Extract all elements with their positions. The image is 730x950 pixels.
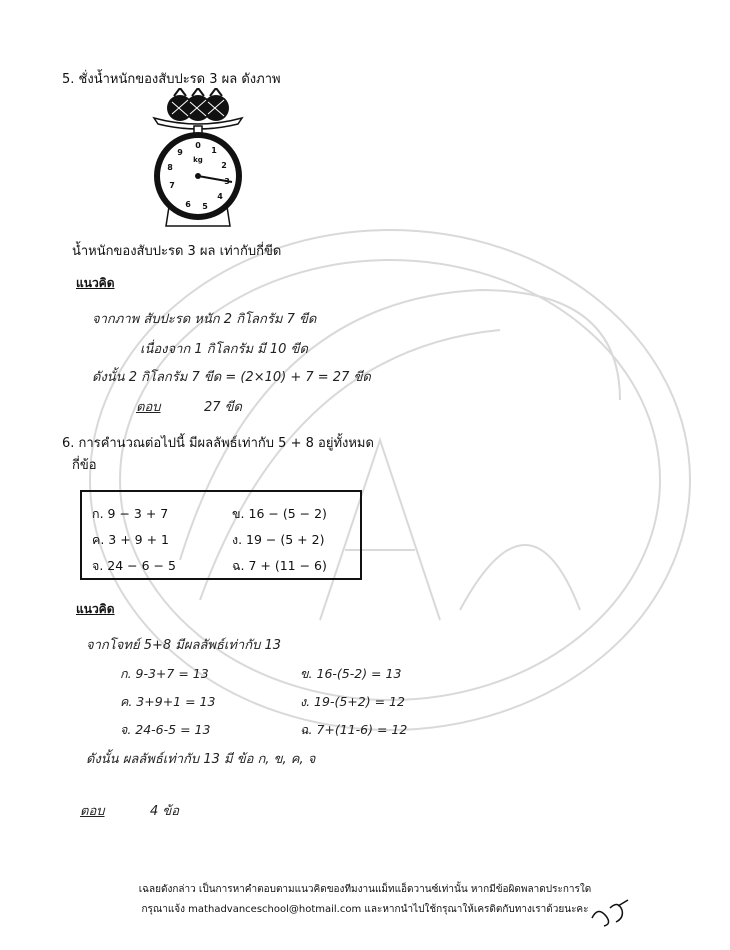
q5-method-heading: แนวคิด	[76, 276, 115, 290]
footer-line-1: เฉลยดังกล่าว เป็นการหาคำตอบตามแนวคิดของทีมงานแม็ทแอ็ดวานซ์เท่านั้น หากมีข้อผิดพลาดประการใด	[138, 884, 592, 895]
choices-box	[80, 490, 362, 580]
q6-conclusion: ดังนั้น ผลลัพธ์เท่ากับ 13 มี ข้อ ก, ข, ค, จ	[86, 752, 316, 767]
choice-item: ข. 16 − (5 − 2)	[232, 506, 327, 521]
svg-text:5: 5	[202, 202, 208, 211]
svg-text:kg: kg	[193, 156, 203, 164]
q6-answer-label: ตอบ	[80, 804, 105, 819]
q5-work-line-3: ดังนั้น 2 กิโลกรัม 7 ขีด = (2×10) + 7 = 27 ขีด	[92, 370, 371, 385]
q6-title: 6. การคำนวณต่อไปนี้ มีผลลัพธ์เท่ากับ 5 + 8 อยู่ทั้งหมด	[62, 436, 374, 451]
svg-text:2: 2	[221, 161, 227, 170]
choice-item: จ. 24 − 6 − 5	[92, 558, 176, 573]
q5-work-line-2: เนื่องจาก 1 กิโลกรัม มี 10 ขีด	[140, 342, 308, 357]
choice-item: ฉ. 7 + (11 − 6)	[232, 558, 327, 573]
choice-item: ค. 3 + 9 + 1	[92, 532, 170, 547]
q5-work-line-1: จากภาพ สับปะรด หนัก 2 กิโลกรัม 7 ขีด	[92, 312, 317, 327]
q6-work-line: ง. 19-(5+2) = 12	[300, 694, 405, 709]
choice-item: ก. 9 − 3 + 7	[92, 506, 169, 521]
svg-text:0: 0	[195, 141, 201, 150]
q5-title: 5. ชั่งน้ำหนักของสับปะรด 3 ผล ดังภาพ	[62, 72, 281, 87]
svg-text:8: 8	[167, 163, 173, 172]
svg-text:4: 4	[217, 192, 223, 201]
q6-title-line2: กี่ข้อ	[72, 458, 97, 473]
svg-text:1: 1	[211, 146, 217, 155]
scale-illustration	[150, 88, 246, 230]
q5-answer: 27 ขีด	[204, 400, 243, 415]
q6-work-line: ฉ. 7+(11-6) = 12	[300, 722, 408, 737]
q5-answer-label: ตอบ	[136, 400, 161, 415]
svg-text:6: 6	[185, 200, 191, 209]
q6-answer: 4 ข้อ	[150, 804, 180, 819]
q6-work-line: ก. 9-3+7 = 13	[120, 666, 209, 681]
handwritten-signature	[588, 896, 632, 930]
svg-text:9: 9	[177, 148, 183, 157]
q6-work-line: ข. 16-(5-2) = 13	[300, 666, 402, 681]
q6-work-line: ค. 3+9+1 = 13	[120, 694, 216, 709]
footer-line-2: กรุณาแจ้ง mathadvanceschool@hotmail.com และหากนำไปใช้กรุณาให้เครดิตกับทางเราด้วยนะคะ	[141, 904, 589, 915]
choice-item: ง. 19 − (5 + 2)	[232, 532, 325, 547]
q6-work-line: จ. 24-6-5 = 13	[120, 722, 211, 737]
q6-intro: จากโจทย์ 5+8 มีผลลัพธ์เท่ากับ 13	[86, 638, 282, 653]
q5-question: น้ำหนักของสับปะรด 3 ผล เท่ากับกี่ขีด	[72, 244, 282, 259]
q6-method-heading: แนวคิด	[76, 602, 115, 616]
svg-text:7: 7	[169, 181, 175, 190]
pineapple-icon	[167, 88, 229, 121]
